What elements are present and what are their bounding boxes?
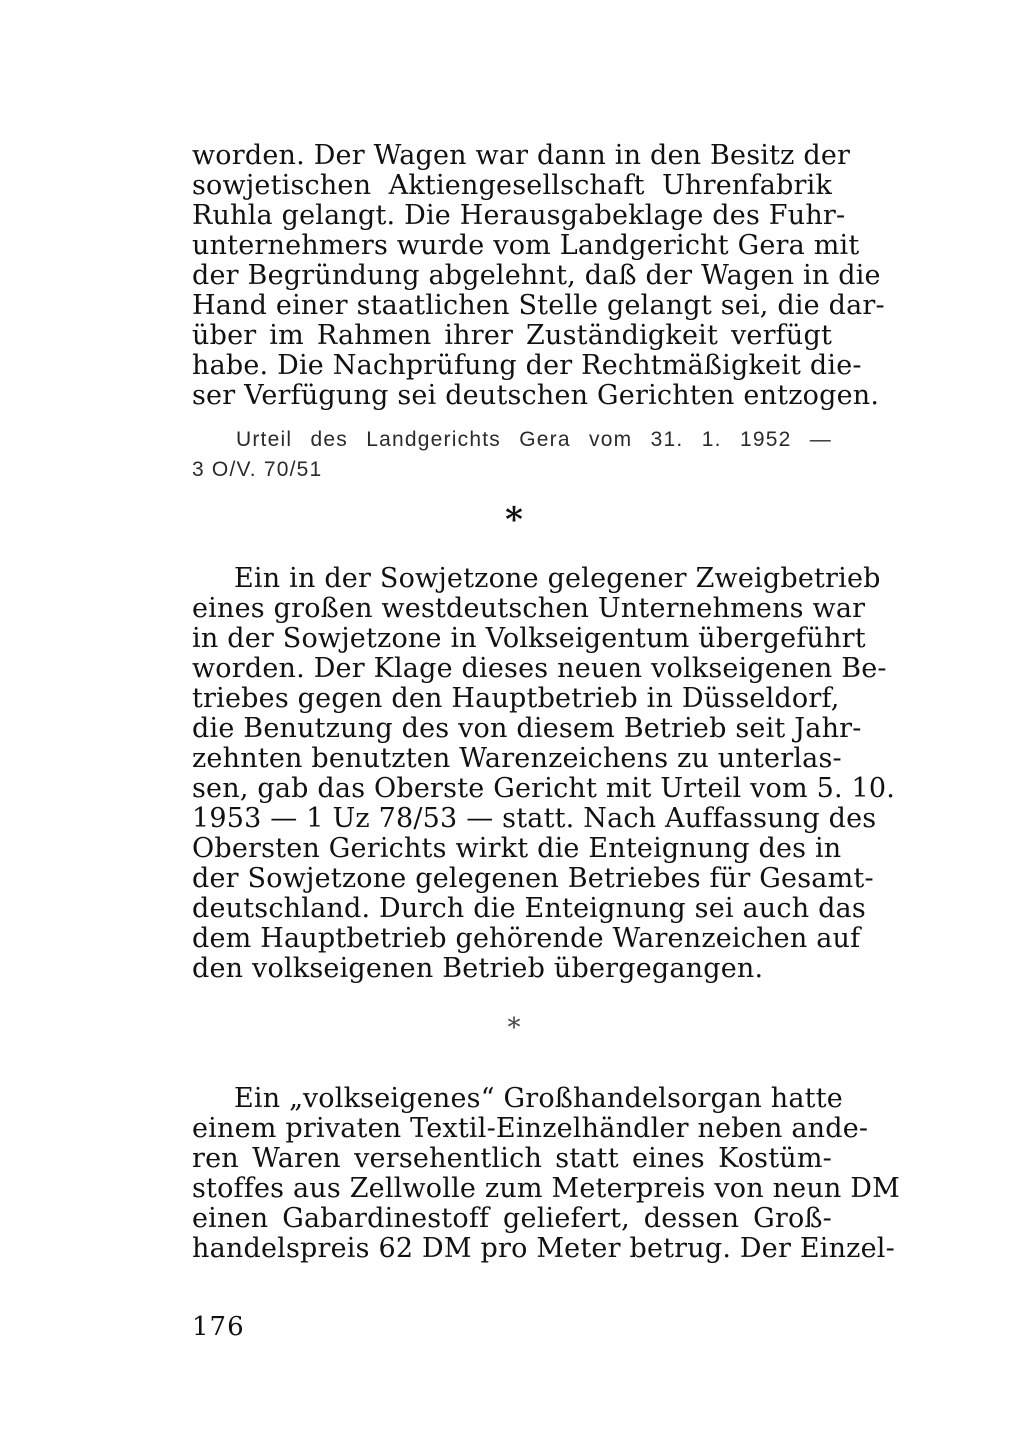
text-line: deutschland. Durch die Enteignung sei auch das	[192, 893, 866, 924]
text-line: stoffes aus Zellwolle zum Meterpreis von neun DM	[192, 1173, 901, 1204]
text-line: in der Sowjetzone in Volkseigentum übergeführt	[192, 623, 866, 654]
text-line: Ruhla gelangt. Die Herausgabeklage des Fuhr-	[192, 200, 846, 231]
citation-line: 3 O/V. 70/51	[192, 458, 323, 481]
text-line: Hand einer staatlichen Stelle gelangt sei, die dar-	[192, 290, 885, 321]
text-line: sowjetischen Aktiengesellschaft Uhrenfabrik	[192, 170, 832, 201]
court-citation	[192, 425, 832, 485]
text-line: habe. Die Nachprüfung der Rechtmäßigkeit die-	[192, 350, 862, 381]
paragraph-3	[192, 1083, 901, 1264]
text-line: der Sowjetzone gelegenen Betriebes für Gesamt-	[192, 863, 874, 894]
text-line: eines großen westdeutschen Unternehmens war	[192, 593, 866, 624]
page-number: 176	[192, 1312, 245, 1342]
text-line: triebes gegen den Hauptbetrieb in Düsseldorf,	[192, 683, 840, 714]
text-line: Ein in der Sowjetzone gelegener Zweigbetrieb	[234, 563, 881, 594]
text-line: 1953 — 1 Uz 78/53 — statt. Nach Auffassung des	[192, 803, 877, 834]
text-line: den volkseigenen Betrieb übergegangen.	[192, 953, 764, 984]
section-separator: *	[505, 500, 523, 540]
text-line: Obersten Gerichts wirkt die Enteignung des in	[192, 833, 842, 864]
text-line: handelspreis 62 DM pro Meter betrug. Der Einzel-	[192, 1233, 895, 1264]
text-line: sen, gab das Oberste Gericht mit Urteil vom 5. 10.	[192, 773, 896, 804]
section-separator: *	[507, 1013, 521, 1043]
text-line: über im Rahmen ihrer Zuständigkeit verfügt	[192, 320, 832, 351]
text-line: dem Hauptbetrieb gehörende Warenzeichen auf	[192, 923, 861, 954]
text-line: einen Gabardinestoff geliefert, dessen Groß-	[192, 1203, 832, 1234]
text-line: ser Verfügung sei deutschen Gerichten entzogen.	[192, 380, 880, 411]
paragraph-1	[192, 140, 885, 411]
text-line: unternehmers wurde vom Landgericht Gera mit	[192, 230, 860, 261]
text-line: der Begründung abgelehnt, daß der Wagen in die	[192, 260, 881, 291]
text-line: worden. Der Wagen war dann in den Besitz der	[192, 140, 851, 171]
text-line: die Benutzung des von diesem Betrieb seit Jahr-	[192, 713, 862, 744]
text-line: Ein „volkseigenes“ Großhandelsorgan hatte	[234, 1083, 843, 1114]
text-line: einem privaten Textil-Einzelhändler neben ande-	[192, 1113, 869, 1144]
text-line: ren Waren versehentlich statt eines Kostüm-	[192, 1143, 832, 1174]
text-line: zehnten benutzten Warenzeichens zu unterlas-	[192, 743, 842, 774]
paragraph-2	[192, 563, 896, 984]
text-line: worden. Der Klage dieses neuen volkseigenen Be-	[192, 653, 887, 684]
citation-line: Urteil des Landgerichts Gera vom 31. 1. 1952 —	[236, 428, 832, 451]
